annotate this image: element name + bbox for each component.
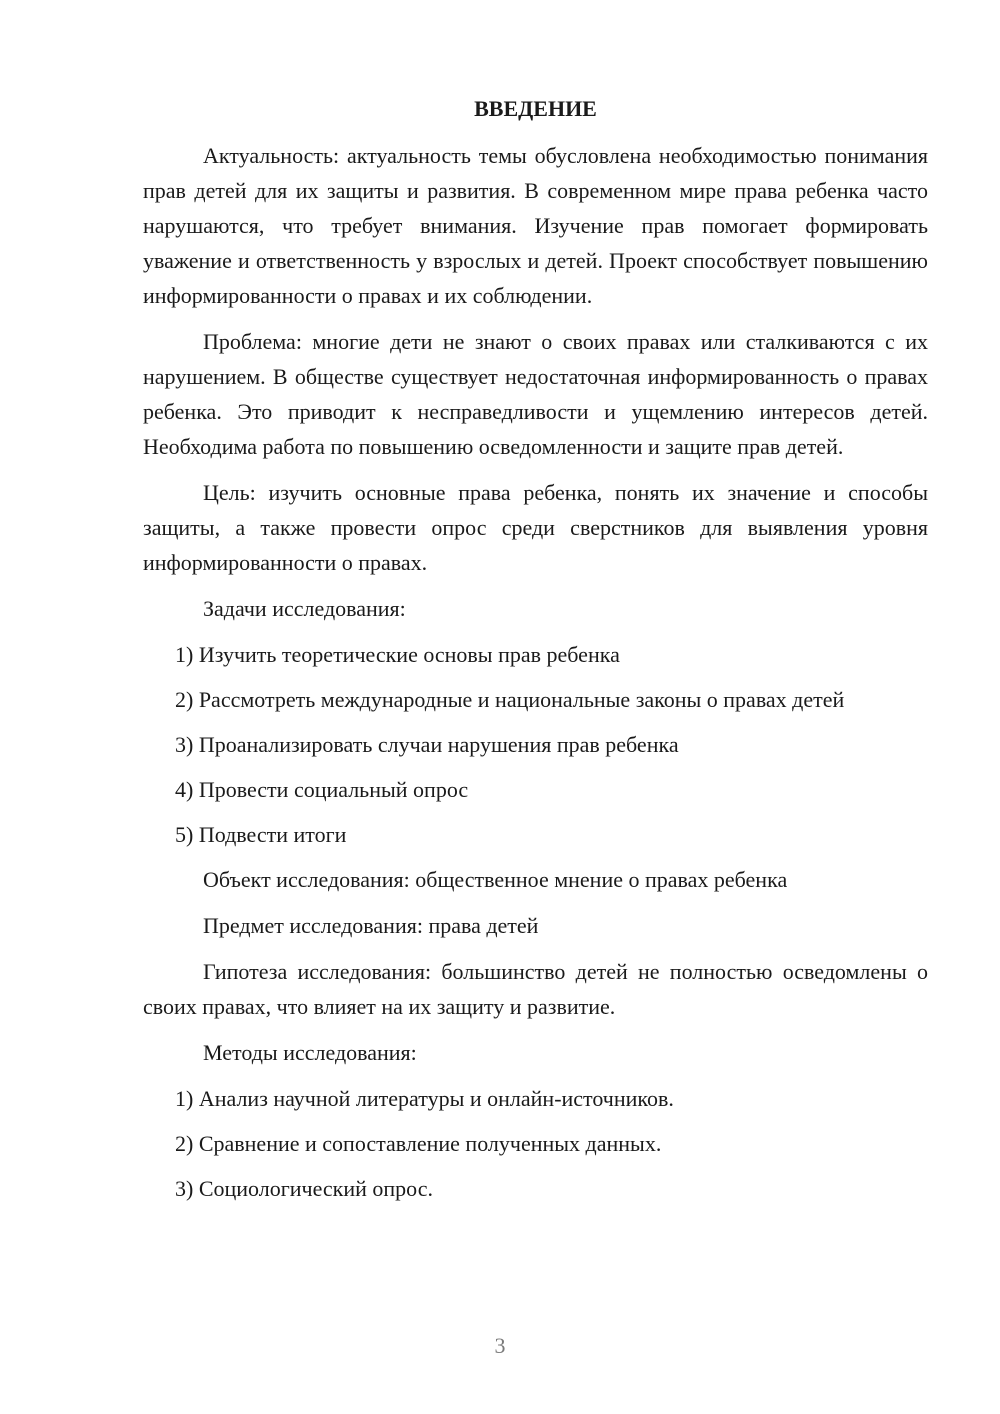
task-item-4: 4) Провести социальный опрос xyxy=(175,777,469,802)
goal-paragraph: Цель: изучить основные права ребенка, понять их значение и способы защиты, а также провести опрос среди сверстников для выявления уровня информированности о правах. xyxy=(143,480,928,575)
methods-list xyxy=(143,1081,928,1206)
subject-paragraph: Предмет исследования: права детей xyxy=(203,913,539,938)
methods-heading: Методы исследования: xyxy=(203,1040,417,1065)
method-item-2: 2) Сравнение и сопоставление полученных данных. xyxy=(175,1131,662,1156)
task-item-5: 5) Подвести итоги xyxy=(175,822,347,847)
relevance-paragraph: Актуальность: актуальность темы обусловлена необходимостью понимания прав детей для их защиты и развития. В современном мире права ребенка часто нарушаются, что требует внимания. Изучение прав помогает формировать уважение и ответственность у взрослых и детей. Проект способствует повышению информированности о правах и их соблюдении. xyxy=(143,143,928,308)
task-item-1: 1) Изучить теоретические основы прав ребенка xyxy=(175,642,620,667)
page-number: 3 xyxy=(494,1333,506,1358)
tasks-list xyxy=(143,637,928,852)
tasks-heading: Задачи исследования: xyxy=(203,596,406,621)
method-item-1: 1) Анализ научной литературы и онлайн-источников. xyxy=(175,1086,674,1111)
section-title: ВВЕДЕНИЕ xyxy=(474,96,597,121)
method-item-3: 3) Социологический опрос. xyxy=(175,1176,433,1201)
document-page xyxy=(143,94,928,1216)
task-item-3: 3) Проанализировать случаи нарушения прав ребенка xyxy=(175,732,679,757)
object-paragraph: Объект исследования: общественное мнение о правах ребенка xyxy=(203,867,788,892)
problem-paragraph: Проблема: многие дети не знают о своих правах или сталкиваются с их нарушением. В обществе существует недостаточная информированность о правах ребенка. Это приводит к несправедливости и ущемлению интересов детей. Необходима работа по повышению осведомленности и защите прав детей. xyxy=(143,329,928,459)
task-item-2: 2) Рассмотреть международные и национальные законы о правах детей xyxy=(175,687,845,712)
hypothesis-paragraph: Гипотеза исследования: большинство детей не полностью осведомлены о своих правах, что влияет на их защиту и развитие. xyxy=(143,959,928,1019)
